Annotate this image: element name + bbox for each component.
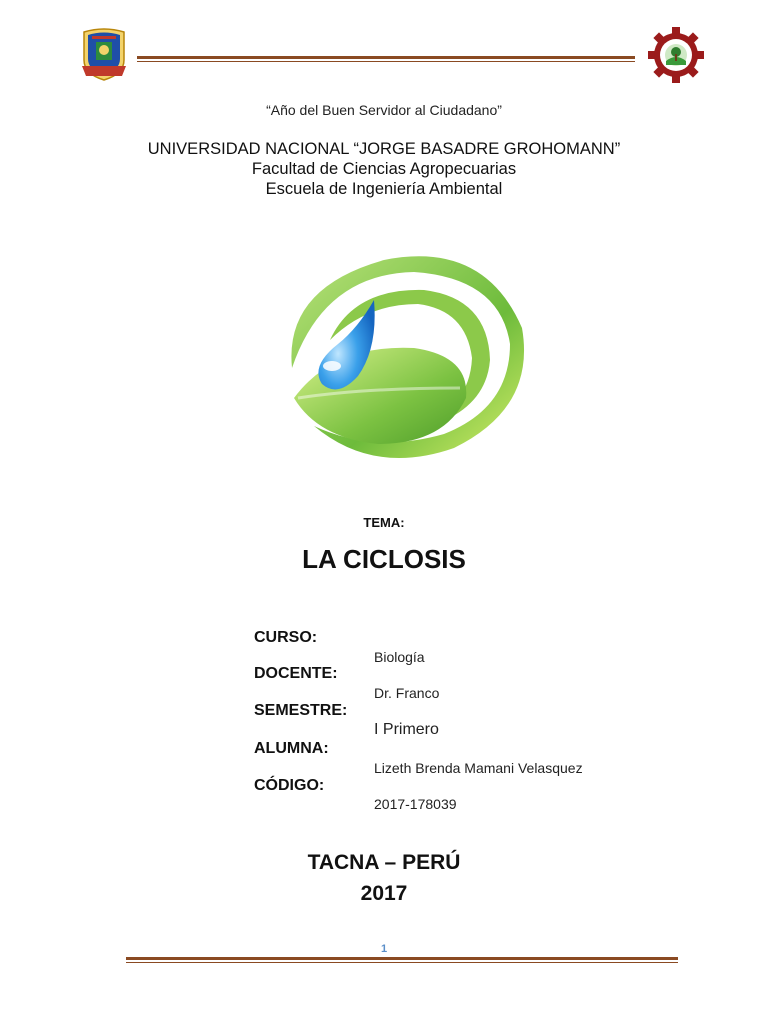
year: 2017	[360, 882, 408, 905]
university-name: UNIVERSIDAD NACIONAL “JORGE BASADRE GROHOMANN”	[147, 140, 621, 158]
alumna-value: Lizeth Brenda Mamani Velasquez	[374, 760, 583, 776]
docente-label: DOCENTE:	[254, 665, 338, 682]
city-country: TACNA – PERÚ	[307, 851, 461, 874]
codigo-label: CÓDIGO:	[254, 777, 325, 794]
footer-divider	[126, 957, 678, 963]
faculty-emblem-icon	[645, 26, 707, 84]
environment-logo-icon	[274, 248, 530, 468]
semestre-value: I Primero	[374, 721, 439, 738]
page-number: 1	[380, 943, 388, 955]
tema-label: TEMA:	[363, 515, 405, 530]
header-divider	[137, 56, 635, 62]
codigo-value: 2017-178039	[374, 796, 457, 812]
motto: “Año del Buen Servidor al Ciudadano”	[266, 102, 502, 118]
curso-value: Biología	[374, 649, 425, 665]
curso-label: CURSO:	[254, 629, 318, 646]
university-seal-icon	[78, 26, 130, 82]
faculty-name: Facultad de Ciencias Agropecuarias	[251, 160, 517, 178]
alumna-label: ALUMNA:	[254, 740, 329, 757]
docente-value: Dr. Franco	[374, 685, 440, 701]
school-name: Escuela de Ingeniería Ambiental	[265, 180, 503, 198]
document-title: LA CICLOSIS	[302, 544, 466, 574]
semestre-label: SEMESTRE:	[254, 702, 348, 719]
